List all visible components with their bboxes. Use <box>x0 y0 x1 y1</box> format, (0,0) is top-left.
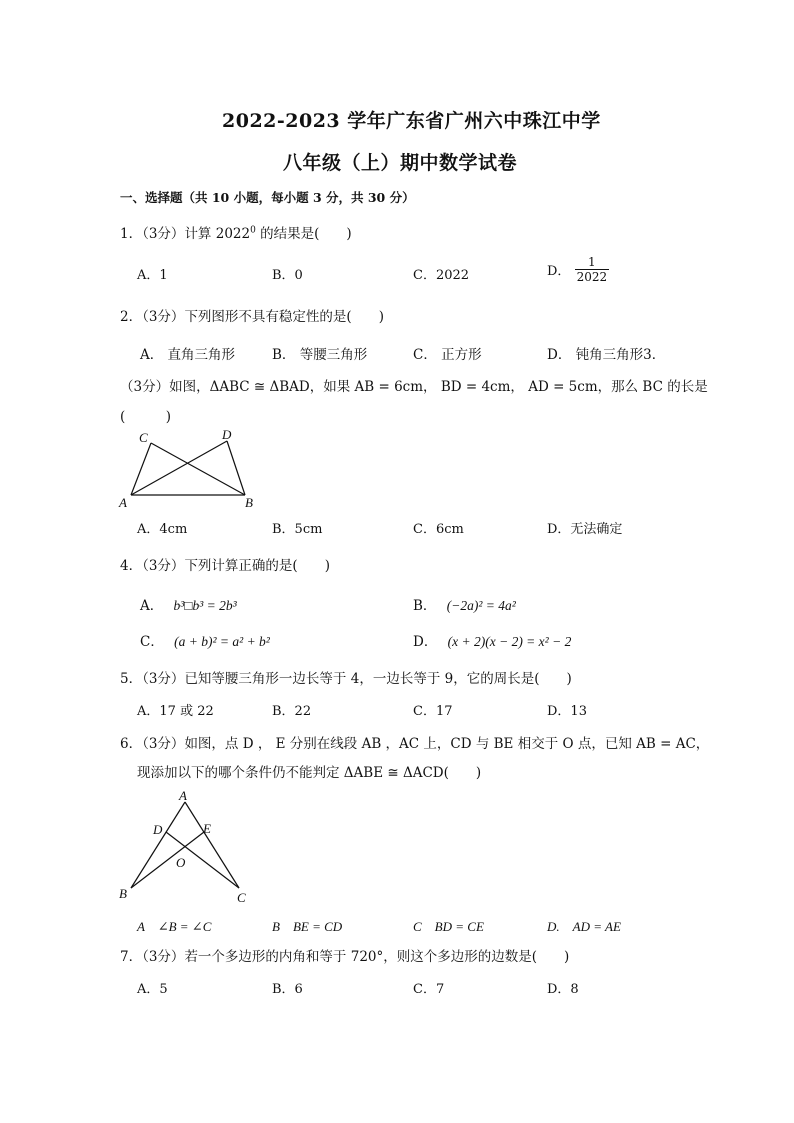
question-text: 若一个多边形的内角和等于 720°，则这个多边形的边数是( ) <box>184 949 570 965</box>
q4-option-c[interactable] <box>140 630 270 650</box>
q7-option-a[interactable]: A．5 <box>137 982 168 997</box>
point-label-a: A <box>179 788 187 803</box>
question-number: 6． <box>120 736 143 752</box>
question-text: 下列图形不具有稳定性的是( ) <box>184 309 384 325</box>
q6-option-a[interactable]: A ∠B = ∠C <box>137 919 212 934</box>
question-text: 计算 2022 <box>184 226 251 242</box>
fraction <box>575 255 610 284</box>
q3-option-d[interactable]: D．无法确定 <box>547 522 623 537</box>
q2-option-d[interactable]: D． 钝角三角形3． <box>547 347 666 363</box>
q7-option-d[interactable]: D．8 <box>547 982 579 997</box>
option-expression: (−2a)² = 4a² <box>446 598 516 613</box>
q5-option-a[interactable]: A．17 或 22 <box>137 704 214 719</box>
point-label-e: E <box>203 821 211 836</box>
option-expression: (a + b)² = a² + b² <box>174 634 270 649</box>
q4-option-d[interactable] <box>413 630 571 650</box>
section-heading: 一、选择题（共 10 小题，每小题 3 分，共 30 分） <box>120 190 415 205</box>
question-score: （3分） <box>142 309 185 325</box>
point-label-c: C <box>139 430 148 445</box>
exam-title-line1: 2022-2023 学年广东省广州六中珠江中学 <box>222 110 601 132</box>
q4-option-b[interactable] <box>413 594 516 614</box>
question-score: （3分） <box>120 379 170 395</box>
q1-option-c[interactable]: C．2022 <box>413 268 470 283</box>
point-label-b: B <box>245 495 253 510</box>
point-label-a: A <box>119 495 127 510</box>
question-1-stem <box>120 222 352 242</box>
option-expression: (x + 2)(x − 2) = x² − 2 <box>447 634 572 649</box>
exponent: 0 <box>250 225 256 236</box>
option-letter: A． <box>140 598 164 614</box>
q6-option-d[interactable]: D. AD = AE <box>547 919 621 934</box>
q3-option-a[interactable]: A．4cm <box>137 522 188 537</box>
q2-option-b[interactable]: B． 等腰三角形 <box>272 347 368 363</box>
q2-option-c[interactable]: C． 正方形 <box>413 347 482 363</box>
question-2-stem <box>120 305 384 325</box>
question-score: （3分） <box>142 949 185 965</box>
question-number: 2． <box>120 309 143 325</box>
question-score: （3分） <box>142 226 185 242</box>
q6-option-b[interactable]: B BE = CD <box>272 919 343 934</box>
point-label-c: C <box>237 890 246 905</box>
q7-option-b[interactable]: B．6 <box>272 982 303 997</box>
option-expression: b³□b³ = 2b³ <box>173 598 237 613</box>
option-letter: C． <box>140 634 164 650</box>
q6-option-c[interactable]: C BD = CE <box>413 919 484 934</box>
question-number: 4． <box>120 558 143 574</box>
q5-option-c[interactable]: C．17 <box>413 704 453 719</box>
question-text: 已知等腰三角形一边长等于 4，一边长等于 9，它的周长是( ) <box>184 671 572 687</box>
fraction-denominator: 2022 <box>576 270 608 284</box>
option-letter: B． <box>413 598 437 614</box>
exam-title-line2: 八年级（上）期中数学试卷 <box>283 152 518 174</box>
question-3-stem <box>120 375 708 395</box>
question-score: （3分） <box>142 671 185 687</box>
question-text-end: 的结果是( ) <box>255 226 352 242</box>
question-score: （3分） <box>142 558 185 574</box>
point-label-o: O <box>176 855 186 870</box>
point-label-d: D <box>222 427 232 442</box>
point-label-d: D <box>153 822 163 837</box>
triangle-figure-q6 <box>115 788 255 910</box>
fraction-numerator: 1 <box>588 255 596 269</box>
option-letter: D． <box>413 634 438 650</box>
question-number: 7． <box>120 949 143 965</box>
question-6-stem-continued: 现添加以下的哪个条件仍不能判定 ΔABE ≅ ΔACD( ) <box>137 765 482 781</box>
question-score: （3分） <box>142 736 185 752</box>
q5-option-b[interactable]: B．22 <box>272 704 312 719</box>
question-number: 1． <box>120 226 143 242</box>
question-text: 下列计算正确的是( ) <box>184 558 330 574</box>
q1-option-d[interactable] <box>547 255 609 284</box>
question-text: 如图，ΔABC ≅ ΔBAD，如果 AB = 6cm， BD = 4cm， AD = 5cm，那么 BC 的长是 <box>169 379 708 395</box>
q7-option-c[interactable]: C．7 <box>413 982 445 997</box>
q2-option-a[interactable]: A． 直角三角形 <box>140 347 236 363</box>
q1-option-a[interactable]: A．1 <box>137 268 168 283</box>
question-7-stem <box>120 945 569 965</box>
q3-option-c[interactable]: C．6cm <box>413 522 464 537</box>
question-text: 如图，点 D ， E 分别在线段 AB ，AC 上，CD 与 BE 相交于 O 点，已知 AB = AC， <box>184 736 710 752</box>
q5-option-d[interactable]: D．13 <box>547 704 587 719</box>
question-3-stem-continued: ( ) <box>120 409 172 425</box>
triangle-figure-q3 <box>115 425 265 515</box>
option-letter: D． <box>547 264 571 279</box>
q1-option-b[interactable]: B．0 <box>272 268 303 283</box>
question-4-stem <box>120 554 330 574</box>
point-label-b: B <box>119 886 127 901</box>
q4-option-a[interactable] <box>140 594 237 614</box>
q3-option-b[interactable]: B．5cm <box>272 522 323 537</box>
question-6-stem <box>120 732 709 752</box>
question-5-stem <box>120 667 572 687</box>
question-number: 5． <box>120 671 143 687</box>
